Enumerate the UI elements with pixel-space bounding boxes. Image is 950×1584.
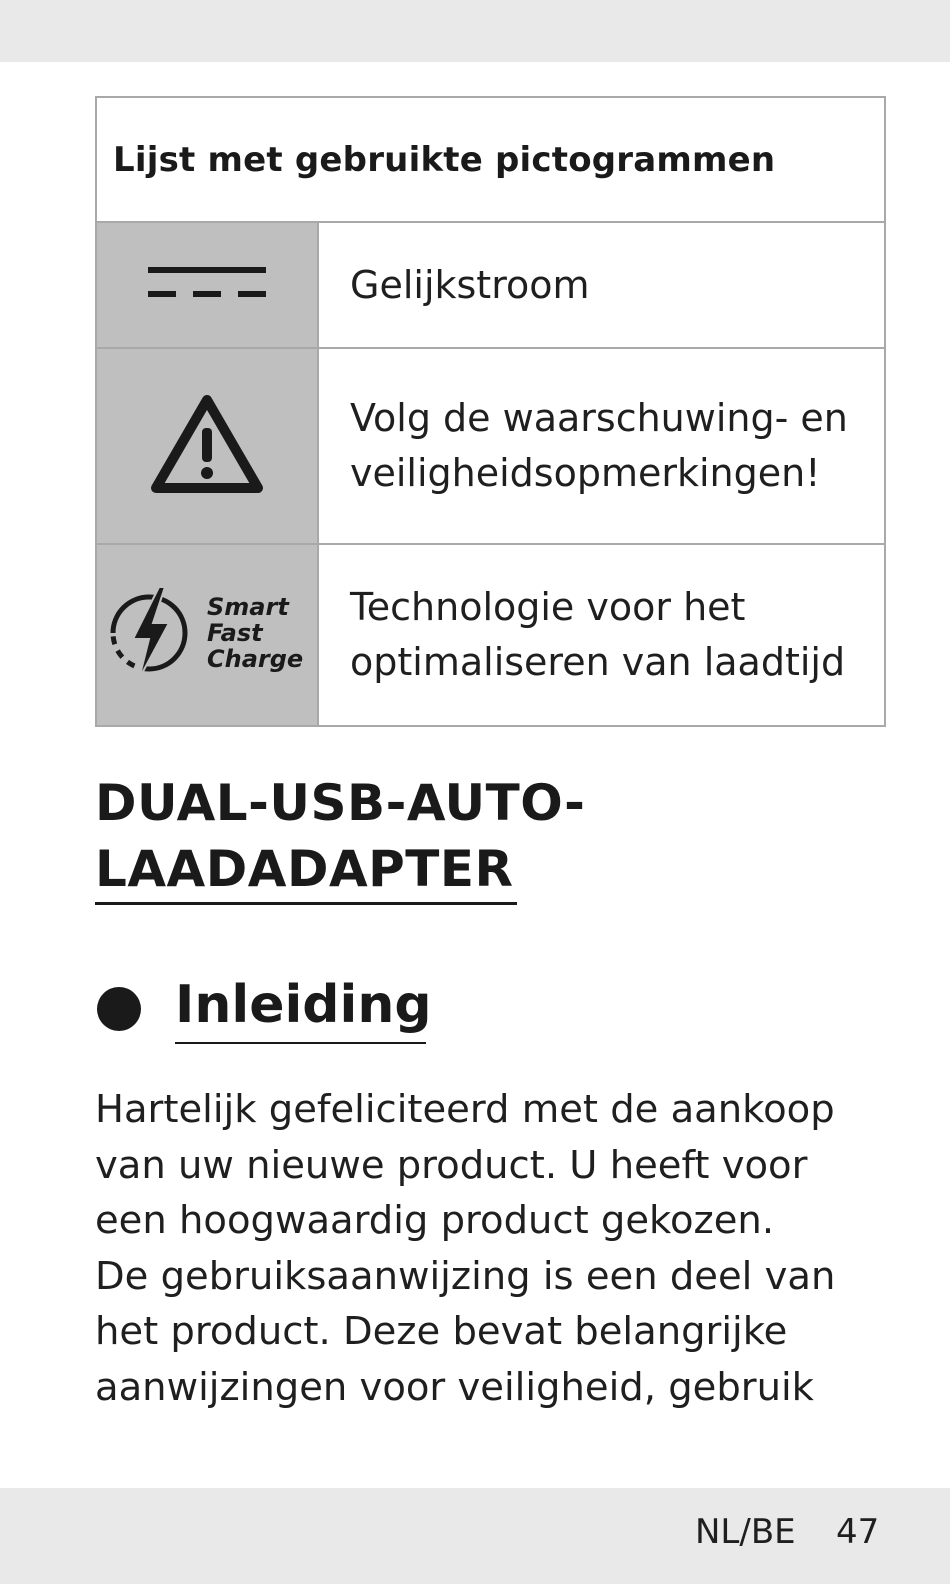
description-line: Volg de waarschuwing- en	[350, 396, 848, 440]
description-line: Technologie voor het	[350, 585, 746, 629]
section-underline	[175, 1042, 426, 1044]
table-row	[96, 348, 885, 544]
paragraph-line: Hartelijk gefeliciteerd met de aankoop	[95, 1087, 835, 1132]
paragraph-line: een hoogwaardig product gekozen.	[95, 1198, 775, 1243]
warning-triangle-icon	[150, 392, 264, 496]
paragraph-line: het product. Deze bevat belangrijke	[95, 1309, 788, 1354]
pictogram-table	[95, 96, 886, 727]
intro-paragraph	[95, 1082, 895, 1415]
icon-text: Fast	[207, 619, 263, 647]
top-band	[0, 0, 950, 62]
bullet-icon	[97, 987, 141, 1031]
table-header-row	[96, 97, 885, 222]
direct-current-icon	[148, 263, 266, 303]
title-underline	[95, 902, 517, 905]
product-title-line: DUAL-USB-AUTO-	[95, 774, 586, 832]
icon-cell	[96, 348, 318, 544]
table-row	[96, 544, 885, 726]
footer-band	[0, 1488, 950, 1584]
page-number: 47	[836, 1512, 880, 1552]
row-description	[318, 544, 885, 726]
icon-cell	[96, 544, 318, 726]
row-description	[318, 348, 885, 544]
description-line: Gelijkstroom	[350, 262, 590, 307]
section-title: Inleiding	[175, 975, 432, 1035]
product-title-line: LAADADAPTER	[95, 840, 514, 898]
row-description	[318, 222, 885, 348]
smart-fast-charge-icon	[109, 583, 305, 683]
footer-language: NL/BE	[695, 1512, 796, 1552]
icon-cell	[96, 222, 318, 348]
table-row	[96, 222, 885, 348]
icon-text: Smart	[207, 593, 289, 621]
paragraph-line: aanwijzingen voor veiligheid, gebruik	[95, 1364, 814, 1410]
product-title	[95, 770, 585, 902]
icon-text: Charge	[207, 645, 304, 673]
paragraph-line: De gebruiksaanwijzing is een deel van	[95, 1253, 836, 1299]
paragraph-line: van uw nieuwe product. U heeft voor	[95, 1142, 808, 1188]
description-line: optimaliseren van laadtijd	[350, 640, 846, 684]
table-header: Lijst met gebruikte pictogrammen	[96, 97, 885, 222]
description-line: veiligheidsopmerkingen!	[350, 451, 821, 495]
